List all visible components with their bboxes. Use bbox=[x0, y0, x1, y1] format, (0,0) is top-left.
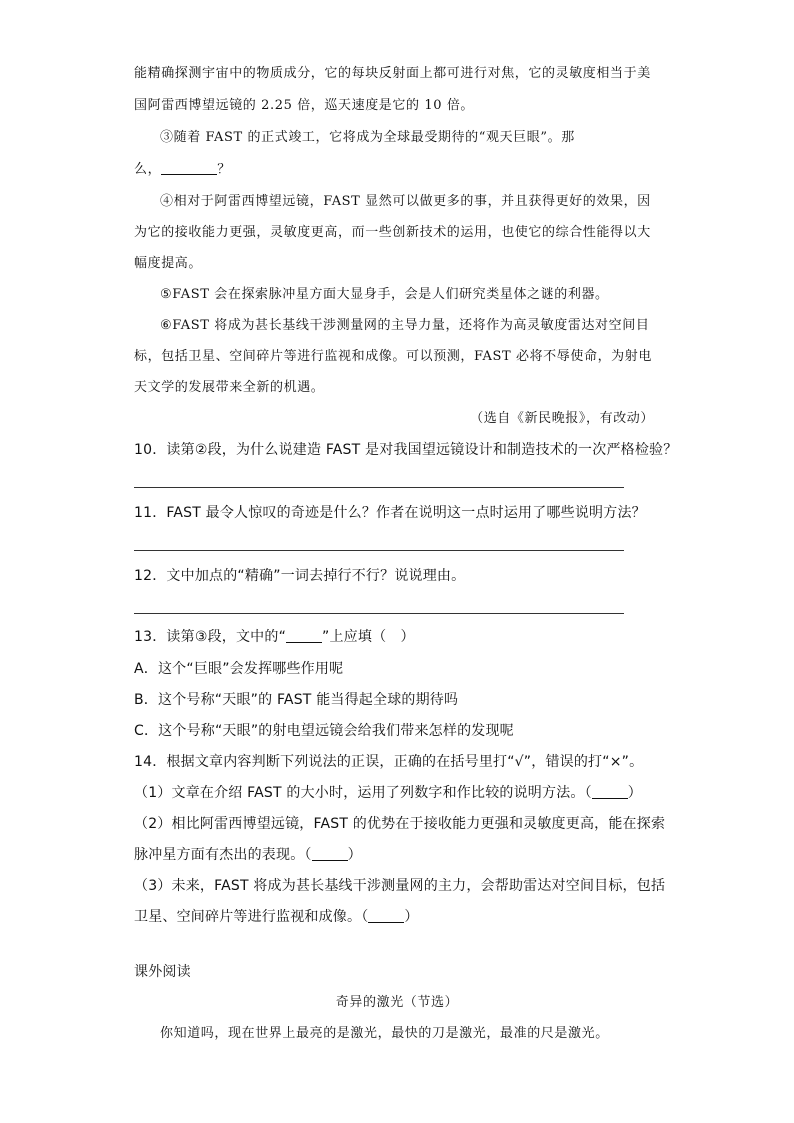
passage-p3-line1: ③随着 FAST 的正式竣工，它将成为全球最受期待的“观天巨眼”。那 bbox=[160, 130, 575, 145]
passage-p5-line1: ⑤FAST 会在探索脉冲星方面大显身手，会是人们研究类星体之谜的利器。 bbox=[160, 287, 609, 302]
section-title: 课外阅读 bbox=[134, 964, 191, 980]
question-14-3-line2 bbox=[134, 907, 419, 927]
option-a[interactable]: A．这个“巨眼”会发挥哪些作用呢 bbox=[134, 661, 344, 677]
question-13-start: 13．读第③段，文中的“ bbox=[134, 629, 287, 645]
passage-p2-line1: 能精确探测宇宙中的物质成分，它的每块反射面上都可进行对焦，它的灵敏度相当于美 bbox=[134, 66, 651, 81]
passage-p4-line2: 为它的接收能力更强，灵敏度更高，而一些创新技术的运用，也使它的综合性能得以大 bbox=[134, 225, 651, 240]
answer-blank-14-2[interactable] bbox=[312, 846, 348, 861]
answer-line-10[interactable] bbox=[134, 487, 624, 488]
question-14-3-text: 卫星、空间碎片等进行监视和成像。（ bbox=[134, 909, 369, 925]
question-14: 14．根据文章内容判断下列说法的正误，正确的在括号里打“√”，错误的打“×”。 bbox=[134, 754, 644, 770]
option-c[interactable]: C．这个号称“天眼”的射电望远镜会给我们带来怎样的发现呢 bbox=[134, 723, 514, 739]
passage-p2-line2: 国阿雷西博望远镜的 2.25 倍，巡天速度是它的 10 倍。 bbox=[134, 98, 475, 113]
question-13 bbox=[134, 627, 415, 647]
question-14-1-text: （1）文章在介绍 FAST 的大小时，运用了列数字和作比较的说明方法。（ bbox=[134, 785, 592, 801]
question-14-1 bbox=[134, 783, 642, 803]
question-12: 12．文中加点的“精确”一词去掉行不行？说说理由。 bbox=[134, 568, 466, 584]
answer-line-11[interactable] bbox=[134, 550, 624, 551]
passage-p4-line3: 幅度提高。 bbox=[134, 256, 203, 271]
question-14-2-close: ） bbox=[347, 847, 362, 863]
answer-line-12[interactable] bbox=[134, 613, 624, 614]
passage-p4-line1: ④相对于阿雷西博望远镜，FAST 显然可以做更多的事，并且获得更好的效果，因 bbox=[160, 194, 651, 209]
question-11: 11．FAST 最令人惊叹的奇迹是什么？作者在说明这一点时运用了哪些说明方法？ bbox=[134, 505, 646, 521]
passage-p6-line1: ⑥FAST 将成为甚长基线干涉测量网的主导力量，还将作为高灵敏度雷达对空间目 bbox=[160, 318, 650, 333]
article-first-line: 你知道吗，现在世界上最亮的是激光，最快的刀是激光，最准的尺是激光。 bbox=[160, 1026, 609, 1041]
question-14-2-text: 脉冲星方面有杰出的表现。（ bbox=[134, 847, 312, 863]
question-10: 10．读第②段，为什么说建造 FAST 是对我国望远镜设计和制造技术的一次严格检验？ bbox=[134, 442, 678, 458]
question-14-3-close: ） bbox=[404, 909, 419, 925]
question-14-2-line2 bbox=[134, 845, 362, 865]
question-13-blank bbox=[286, 628, 322, 643]
answer-blank-14-1[interactable] bbox=[592, 784, 628, 799]
option-b[interactable]: B．这个号称“天眼”的 FAST 能当得起全球的期待吗 bbox=[134, 692, 459, 708]
question-14-2-line1: （2）相比阿雷西博望远镜，FAST 的优势在于接收能力更强和灵敏度更高，能在探索 bbox=[134, 816, 666, 832]
passage-source: （选自《新民晚报》，有改动） bbox=[470, 411, 654, 426]
article-title: 奇异的激光（节选） bbox=[335, 995, 459, 1010]
passage-p3-line2 bbox=[134, 160, 231, 180]
question-13-end: ”上应填（ ） bbox=[322, 629, 415, 645]
passage-p3-line2-start: 么， bbox=[134, 162, 162, 177]
fill-blank[interactable] bbox=[161, 160, 217, 175]
question-14-3-line1: （3）未来，FAST 将成为甚长基线干涉测量网的主力，会帮助雷达对空间目标，包括 bbox=[134, 878, 666, 894]
question-14-1-close: ） bbox=[627, 785, 642, 801]
answer-blank-14-3[interactable] bbox=[368, 908, 404, 923]
passage-p6-line2: 标，包括卫星、空间碎片等进行监视和成像。可以预测，FAST 必将不辱使命，为射电 bbox=[134, 349, 652, 364]
passage-p3-line2-end: ？ bbox=[217, 162, 231, 177]
passage-p6-line3: 天文学的发展带来全新的机遇。 bbox=[134, 380, 325, 395]
